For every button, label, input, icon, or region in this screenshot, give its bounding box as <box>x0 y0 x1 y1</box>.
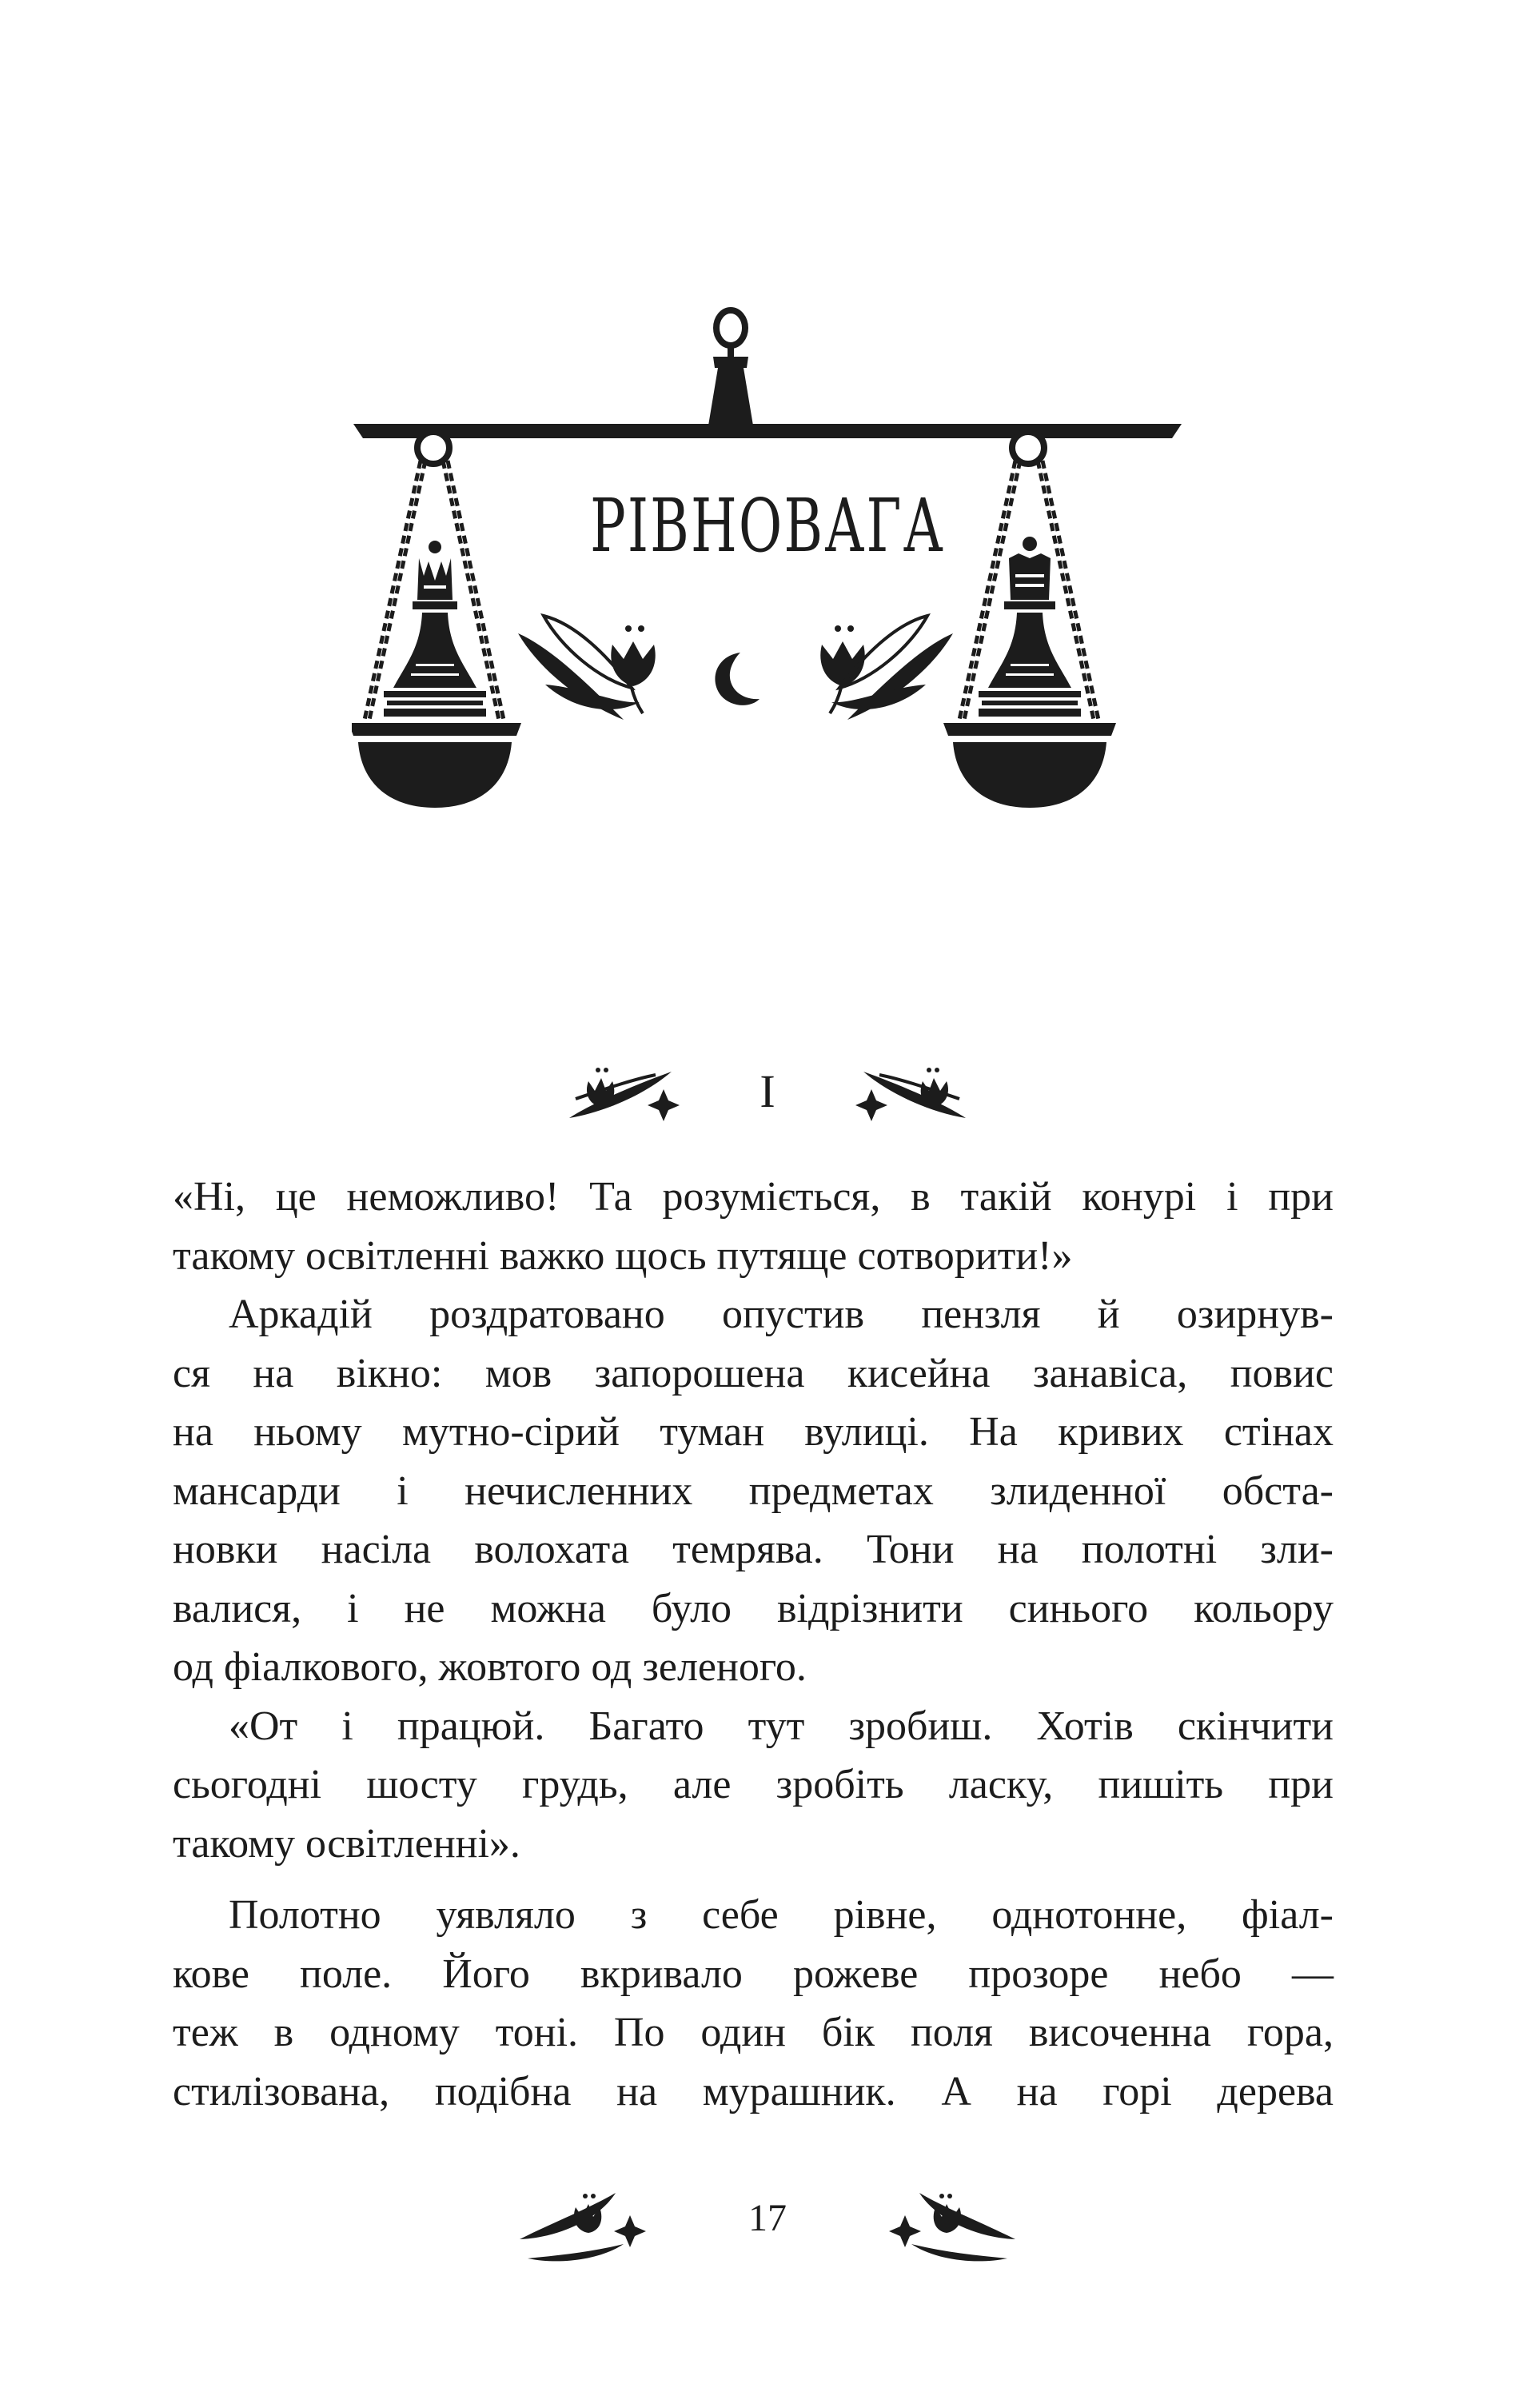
body-text <box>173 1168 1334 2121</box>
text-line: сьогодні шосту грудь, але зробіть ласку, пишіть при <box>173 1762 1334 1807</box>
text-line: Полотно уявляло з себе рівне, однотонне, фіал- <box>229 1892 1334 1938</box>
text-line: теж в одному тоні. По один бік поля височенна гора, <box>173 2010 1334 2055</box>
text-line: такому освітленні важко щось путяще сотворити!» <box>173 1232 1073 1279</box>
chapter-title: РІВНОВАГА <box>590 483 945 569</box>
text-line: од фіалкового, жовтого од зеленого. <box>173 1644 807 1690</box>
text-line: Аркадій роздратовано опустив пензля й озирнув- <box>229 1292 1334 1337</box>
text-line: «От і працюй. Багато тут зробиш. Хотів скінчити <box>229 1703 1334 1749</box>
text-line: мансарди і нечисленних предметах злиденної обста- <box>173 1468 1334 1514</box>
text-line: «Ні, це неможливо! Та розуміється, в такій конурі і при <box>173 1174 1334 1220</box>
text-line: на ньому мутно-сірий туман вулиці. На кривих стінах <box>173 1409 1334 1455</box>
section-number: I <box>760 1065 775 1117</box>
scales-emblem-icon <box>352 304 1183 880</box>
scales-with-chess-pieces-icon <box>352 304 1183 880</box>
text-line: валися, і не можна було відрізнити синього кольору <box>173 1585 1334 1631</box>
text-line: новки насіла волохата темрява. Тони на полотні зли- <box>173 1527 1334 1572</box>
text-line: такому освітленні». <box>173 1820 520 1867</box>
page-number: 17 <box>748 2197 787 2239</box>
text-line: кове поле. Його вкривало рожеве прозоре небо — <box>173 1951 1334 1997</box>
text-line: ся на вікно: мов запорошена кисейна занавіса, повис <box>173 1350 1334 1396</box>
text-line: стилізована, подібна на мурашник. А на горі дерева <box>173 2068 1334 2114</box>
